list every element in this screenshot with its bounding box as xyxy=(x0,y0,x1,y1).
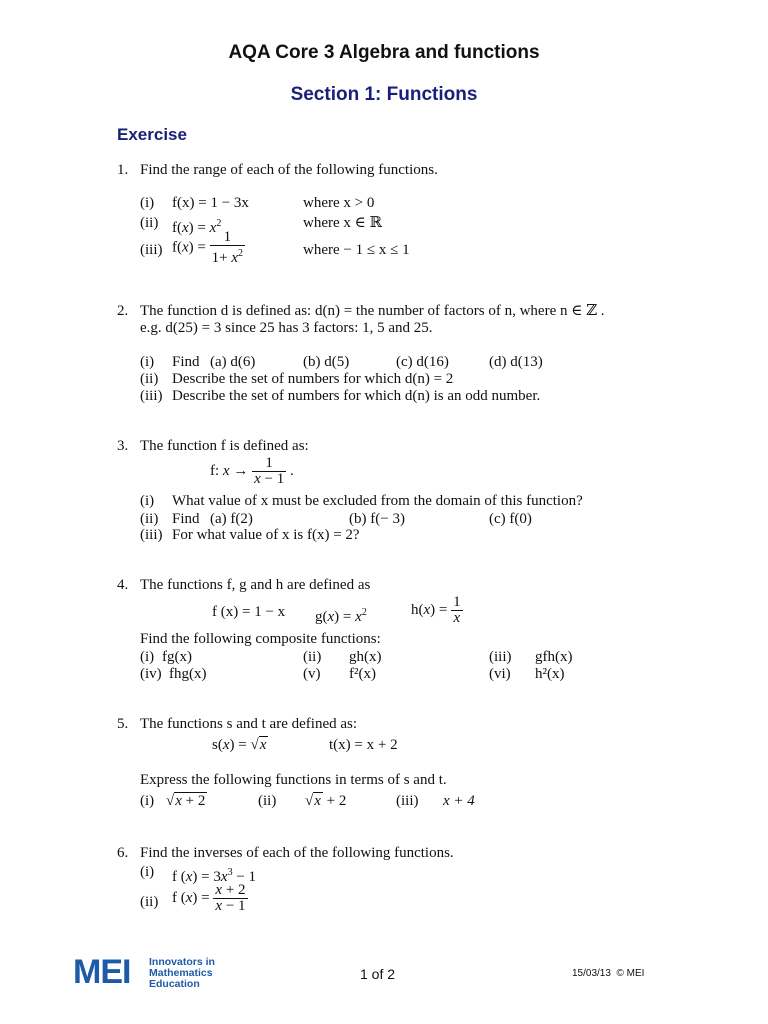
q6-ii-function: f (x) = $\frac{x + 2}{x - 1}$ xyxy=(172,882,246,914)
q6-i-function: f $(x) = 3x^3 - 1$ xyxy=(172,867,257,885)
q3-ii-c: (c) f(0) xyxy=(489,511,532,527)
mei-tagline: Innovators in Mathematics Education xyxy=(149,956,215,990)
section-heading: Section 1: Functions xyxy=(290,84,478,105)
q4-f-definition: f (x) = 1 − x xyxy=(212,604,286,620)
q5-t-definition: t(x) = x + 2 xyxy=(329,737,398,753)
q1-i-domain: where x > 0 xyxy=(303,195,375,211)
q2-i-c: (c) d(16) xyxy=(396,354,449,370)
q6-text: Find the inverses of each of the following functions. xyxy=(140,845,454,861)
q2-iii-text: Describe the set of numbers for which d(n) is an odd number. xyxy=(172,388,541,404)
q4-item-value: fhg(x) xyxy=(169,666,207,682)
q3-i-label: (i) xyxy=(140,493,155,509)
q4-item-value: h²(x) xyxy=(535,666,565,682)
q4-g-definition: $g(x) = x^2$ xyxy=(315,607,367,625)
q5-s-definition: s(x) = √x xyxy=(212,737,267,753)
q2-example: e.g. d(25) = 3 since 25 has 3 factors: 1, 5 and 25. xyxy=(140,320,433,336)
q1-i-function: f(x) = 1 − 3x xyxy=(172,195,249,211)
q1-ii-domain: where x ∈ ℝ xyxy=(303,215,382,231)
q4-item-value: gh(x) xyxy=(349,649,382,665)
q3-text: The function f is defined as: xyxy=(140,438,309,454)
q3-iii-text: For what value of x is f(x) = 2? xyxy=(172,527,360,543)
q1-text: Find the range of each of the following functions. xyxy=(140,162,438,178)
q4-item-value: f²(x) xyxy=(349,666,376,682)
footer-date-copyright xyxy=(572,968,644,979)
q2-iii-label: (iii) xyxy=(140,388,163,404)
q6-ii-label: (ii) xyxy=(140,894,159,910)
q1-ii-label: (ii) xyxy=(140,215,159,231)
q1-ii-function: $f(x) = x^2$ xyxy=(172,218,222,236)
q5-express-text: Express the following functions in terms of s and t. xyxy=(140,772,447,788)
footer-date: 15/03/13 xyxy=(572,968,611,979)
footer-copyright: © MEI xyxy=(616,968,645,979)
page-number: 1 of 2 xyxy=(360,966,396,982)
q4-text: The functions f, g and h are defined as xyxy=(140,577,371,593)
q4-find-text: Find the following composite functions: xyxy=(140,631,381,647)
q2-ii-text: Describe the set of numbers for which d(n) = 2 xyxy=(172,371,454,387)
q3-function-definition: f: x → $\frac{1}{x - 1}$ . xyxy=(210,455,294,487)
q1-number: 1. xyxy=(117,162,129,178)
q6-number: 6. xyxy=(117,845,129,861)
q5-ii-label: (ii) xyxy=(258,793,277,809)
q4-h-definition: h(x) = $\frac{1}{x}$ xyxy=(411,594,461,626)
q3-i-text: What value of x must be excluded from the domain of this function? xyxy=(172,493,583,509)
q4-item-label: (ii) xyxy=(303,649,322,665)
q2-i-label: (i) xyxy=(140,354,155,370)
q1-i-label: (i) xyxy=(140,195,155,211)
q2-i-d: (d) d(13) xyxy=(489,354,543,370)
q2-i-a: (a) d(6) xyxy=(210,354,256,370)
q4-item-label: (iii) xyxy=(489,649,512,665)
q3-ii-b: (b) f(− 3) xyxy=(349,511,405,527)
q4-number: 4. xyxy=(117,577,129,593)
q5-iii-expression: x + 4 xyxy=(443,793,475,809)
q1-iii-function: f(x) = $\frac{1}{1+ x^2}$ xyxy=(172,229,244,266)
q3-iii-label: (iii) xyxy=(140,527,163,543)
q2-i-find: Find xyxy=(172,354,200,370)
q2-definition: The function d is defined as: d(n) = the number of factors of n, where n ∈ ℤ . xyxy=(140,303,605,319)
q4-item-value: fg(x) xyxy=(162,649,192,665)
document-title: AQA Core 3 Algebra and functions xyxy=(228,42,540,63)
q3-number: 3. xyxy=(117,438,129,454)
q2-i-b: (b) d(5) xyxy=(303,354,350,370)
q6-i-label: (i) xyxy=(140,864,155,880)
q5-i-label: (i) xyxy=(140,793,155,809)
q5-number: 5. xyxy=(117,716,129,732)
q3-ii-find: Find xyxy=(172,511,200,527)
q2-number: 2. xyxy=(117,303,129,319)
q1-iii-domain: where − 1 ≤ x ≤ 1 xyxy=(303,242,410,258)
q3-ii-label: (ii) xyxy=(140,511,159,527)
exercise-heading: Exercise xyxy=(117,125,187,144)
q4-item-label: (iv) xyxy=(140,666,162,682)
q4-item-label: (i) xyxy=(140,649,155,665)
q5-i-expression: √x + 2 xyxy=(166,793,206,809)
q5-iii-label: (iii) xyxy=(396,793,419,809)
mei-logo: MEI xyxy=(73,953,131,991)
q3-ii-a: (a) f(2) xyxy=(210,511,253,527)
q5-ii-expression: √x + 2 xyxy=(305,793,347,809)
q1-iii-label: (iii) xyxy=(140,242,163,258)
q2-ii-label: (ii) xyxy=(140,371,159,387)
q4-item-value: gfh(x) xyxy=(535,649,573,665)
q4-item-label: (vi) xyxy=(489,666,511,682)
q5-text: The functions s and t are defined as: xyxy=(140,716,358,732)
q4-item-label: (v) xyxy=(303,666,321,682)
